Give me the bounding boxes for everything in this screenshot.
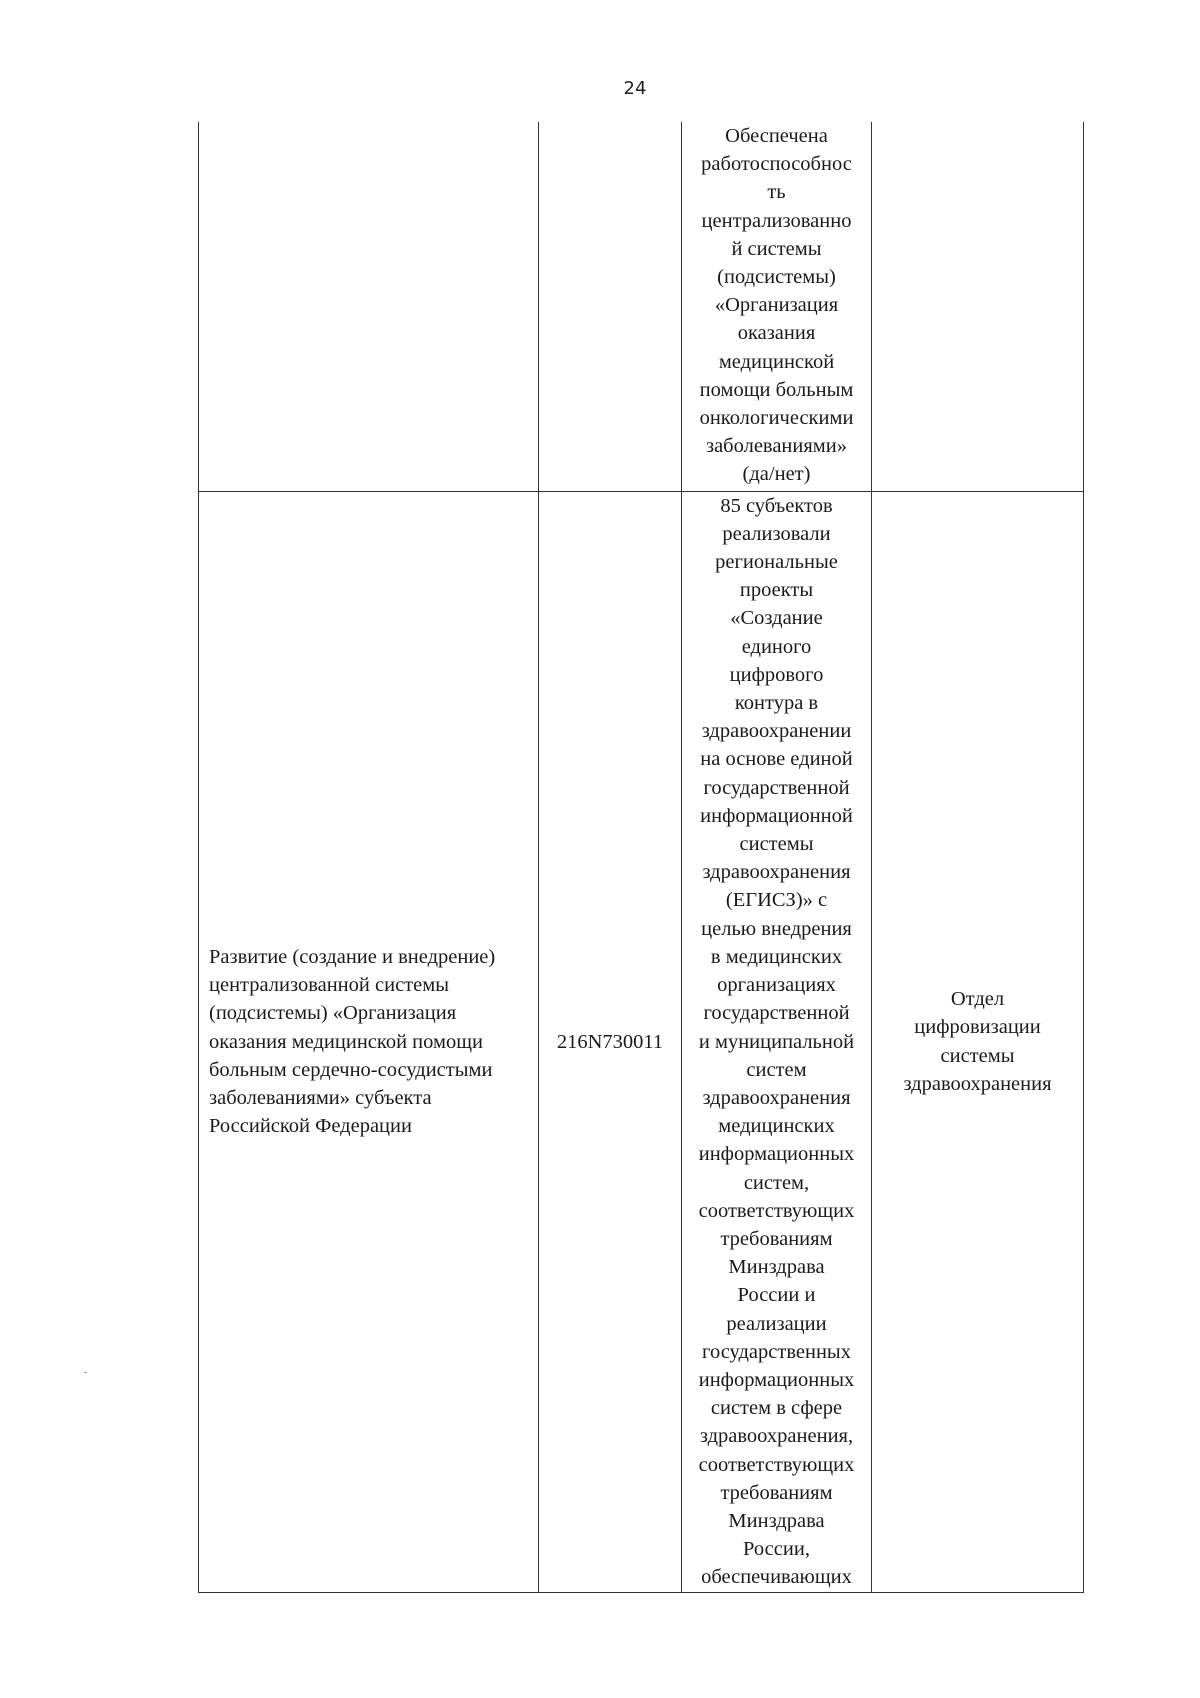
measure-code: 216N730011 [556, 1030, 664, 1053]
table-cell-result [682, 122, 872, 491]
table-row [199, 491, 1084, 1592]
table-cell-name [199, 122, 539, 491]
measure-result: 85 субъектов реализовали региональные проекты «Создание единого цифрового контура в здравоохранении на основе единой государственной информационной системы здравоохранения (ЕГИСЗ)» с целью внедрения в медицинских организациях государственной и муниципальной систем здравоохранения медицинских информационных систем, соответствующих требованиям Минздрава России и реализации государственных информационных систем в сфере здравоохранения, соответствующих требованиям Минздрава России, обеспечивающих [698, 494, 855, 1589]
measure-responsible: Отдел цифровизации системы здравоохранения [903, 988, 1052, 1095]
table-cell-result [682, 491, 872, 1592]
measures-table [198, 122, 1084, 1593]
measure-result: Обеспечена работоспособнос ть централизованно й системы (подсистемы) «Организация оказания медицинской помощи больным онкологическими заболеваниями» (да/нет) [699, 125, 854, 486]
table-row [199, 122, 1084, 491]
scan-mark [84, 1372, 87, 1373]
table-cell-name [199, 491, 539, 1592]
measure-name: Развитие (создание и внедрение) централизованной системы (подсистемы) «Организация оказания медицинской помощи больным сердечно-сосудистыми заболеваниями» субъекта Российской Федерации [209, 945, 496, 1138]
table-cell-code [539, 122, 682, 491]
table-cell-code [539, 491, 682, 1592]
table-cell-responsible [872, 122, 1084, 491]
table-cell-responsible [872, 491, 1084, 1592]
page-number: 24 [623, 78, 647, 99]
